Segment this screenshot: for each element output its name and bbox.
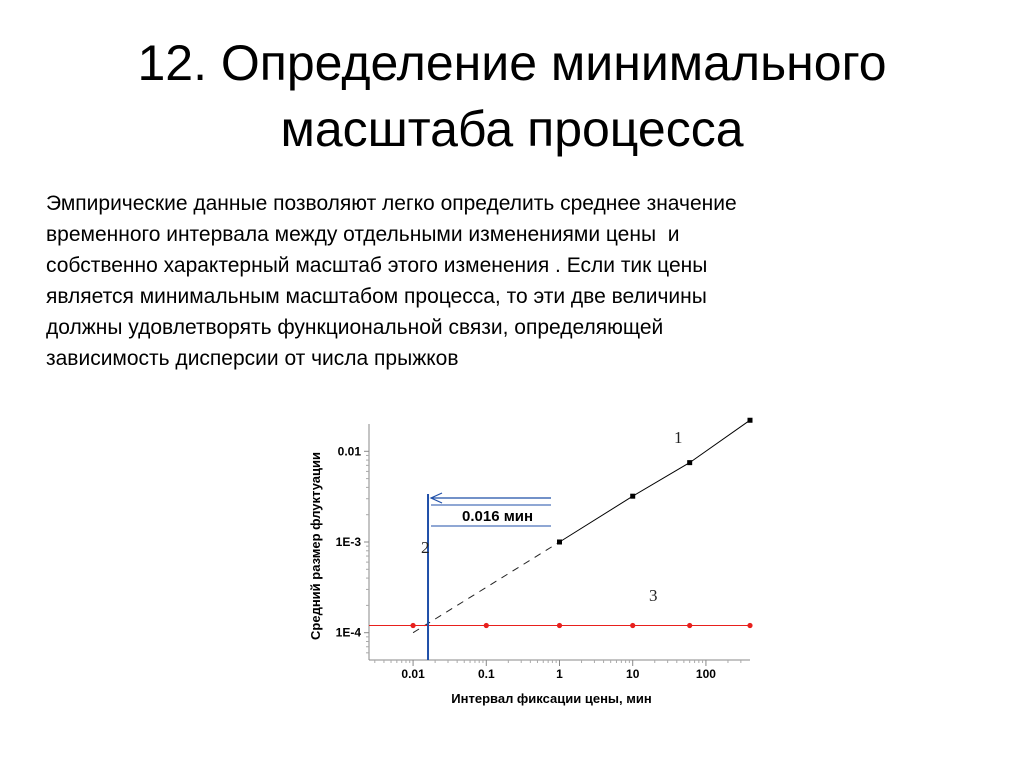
series-1-line [560, 420, 751, 542]
body-line-6: зависимость дисперсии от числа прыжков [46, 347, 459, 370]
series-1-point [687, 460, 692, 465]
series-1-label: 1 [674, 428, 683, 447]
body-line-5: должны удовлетворять функциональной связи, определяющей [46, 316, 664, 339]
slide-title-line-2: масштаба процесса [280, 101, 744, 157]
annotation-label: 0.016 мин [462, 508, 534, 525]
series-3-point [747, 623, 752, 628]
series-1-point [557, 540, 562, 545]
y-axis-label: Средний размер флуктуации [308, 452, 323, 640]
x-tick-label: 1 [556, 667, 563, 681]
series-3-label: 3 [649, 586, 658, 605]
y-tick-label: 0.01 [337, 444, 361, 459]
x-tick-label: 0.1 [477, 667, 495, 681]
series-3-point [410, 623, 415, 628]
body-line-4: является минимальным масштабом процесса, то эти две величины [46, 285, 707, 308]
body-line-2: временного интервала между отдельными изменениями цены и [46, 223, 680, 246]
x-axis-label: Интервал фиксации цены, мин [451, 691, 652, 706]
vertical-line-label: 2 [421, 538, 430, 557]
series-3-point [687, 623, 692, 628]
series-1-point [630, 494, 635, 499]
y-tick-label: 1E-4 [335, 625, 361, 640]
series-3-point [557, 623, 562, 628]
y-tick-label: 1E-3 [335, 535, 361, 549]
series-1-point [748, 418, 753, 423]
body-line-3: собственно характерный масштаб этого изменения . Если тик цены [46, 254, 708, 277]
x-tick-label: 0.01 [401, 667, 425, 681]
series-3-point [484, 623, 489, 628]
x-tick-label: 10 [626, 667, 640, 681]
slide-title-line-1: 12. Определение минимального [137, 35, 887, 91]
body-line-1: Эмпирические данные позволяют легко определить среднее значение [46, 192, 737, 215]
extrapolation-dashed-line [413, 542, 559, 633]
series-3-point [630, 623, 635, 628]
x-tick-label: 100 [695, 667, 716, 681]
